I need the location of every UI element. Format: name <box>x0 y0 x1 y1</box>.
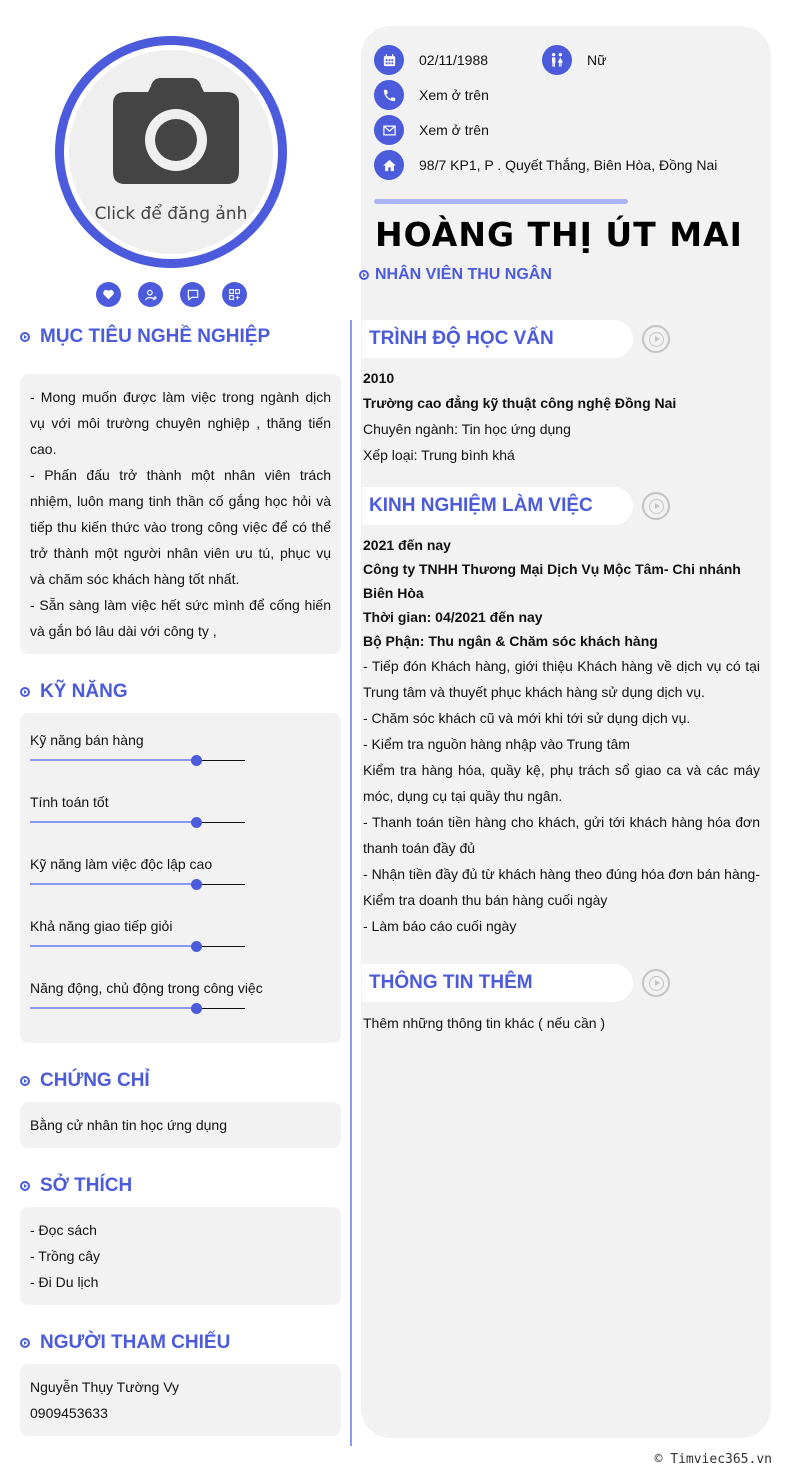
objective-paragraph: - Sẵn sàng làm việc hết sức mình để cống hiến và gắn bó lâu dài với công ty , <box>30 597 331 639</box>
calendar-icon <box>374 45 404 75</box>
certificates-box <box>20 1102 341 1148</box>
skill-level-knob <box>191 941 202 952</box>
skill-item <box>30 839 331 901</box>
name-accent-bar <box>374 199 628 204</box>
education-heading <box>362 320 633 358</box>
skill-level-knob <box>191 1003 202 1014</box>
bullet-icon <box>20 687 30 697</box>
objective-paragraph: - Mong muốn được làm việc trong ngành dịch vụ với môi trường chuyên nghiệp , thăng tiến cao. <box>30 389 331 457</box>
skill-label: Năng động, chủ động trong công việc <box>30 980 263 996</box>
camera-icon <box>113 78 239 184</box>
references-heading <box>20 1332 230 1354</box>
education-grade: Xếp loại: Trung bình khá <box>363 447 515 463</box>
skill-item <box>30 901 331 963</box>
avatar-upload-label[interactable]: Click để đăng ảnh <box>94 204 248 224</box>
home-icon <box>374 150 404 180</box>
objective-heading <box>20 326 270 348</box>
hobbies-heading-text: SỞ THÍCH <box>40 1175 133 1196</box>
address-row <box>374 150 717 180</box>
skill-slider <box>30 760 245 761</box>
skill-label: Kỹ năng làm việc độc lập cao <box>30 856 213 872</box>
duty-item: - Tiếp đón Khách hàng, giới thiệu Khách hàng về dịch vụ có tại Trung tâm và thuyết phục khách hàng sử dụng dịch vụ. <box>363 658 760 700</box>
skill-item <box>30 715 331 777</box>
certificates-heading <box>20 1070 150 1092</box>
education-block <box>363 366 760 468</box>
education-year: 2010 <box>363 370 395 386</box>
job-title-text: NHÂN VIÊN THU NGÂN <box>375 266 552 283</box>
birthday-row <box>374 45 488 75</box>
user-add-icon[interactable] <box>138 282 163 307</box>
bullet-icon <box>20 1181 30 1191</box>
social-links <box>96 282 247 307</box>
references-heading-text: NGƯỜI THAM CHIẾU <box>40 1332 231 1353</box>
skill-slider <box>30 1008 245 1009</box>
hobbies-box <box>20 1207 341 1305</box>
duty-item: - Nhận tiền đầy đủ từ khách hàng theo đúng hóa đơn bán hàng- Kiểm tra doanh thu bán hàng cuối ngày <box>363 866 760 908</box>
skill-label: Tính toán tốt <box>30 794 109 810</box>
birthday-value: 02/11/1988 <box>419 52 489 68</box>
hobby-item: - Đi Du lịch <box>30 1274 99 1290</box>
play-circle-icon[interactable] <box>642 325 670 353</box>
objective-box <box>20 374 341 654</box>
bullet-icon <box>20 1338 30 1348</box>
gender-icon <box>542 45 572 75</box>
reference-name: Nguyễn Thụy Tường Vy <box>30 1379 180 1395</box>
duty-item: - Thanh toán tiền hàng cho khách, gửi tới khách hàng hóa đơn thanh toán đầy đủ <box>363 814 760 856</box>
email-value: Xem ở trên <box>419 122 489 138</box>
hobbies-heading <box>20 1175 132 1197</box>
skill-level-knob <box>191 879 202 890</box>
additional-text: Thêm những thông tin khác ( nếu cần ) <box>363 1015 606 1031</box>
bullet-icon <box>20 332 30 342</box>
experience-duties <box>363 653 760 939</box>
additional-heading-text: THÔNG TIN THÊM <box>369 972 533 993</box>
reference-phone: 0909453633 <box>30 1405 108 1421</box>
bullet-icon <box>20 1076 30 1086</box>
skill-level-knob <box>191 755 202 766</box>
duty-item: - Chăm sóc khách cũ và mới khi tới sử dụng dịch vụ. <box>363 710 691 726</box>
experience-company: Công ty TNHH Thương Mại Dịch Vụ Mộc Tâm- Chi nhánh Biên Hòa <box>363 561 741 601</box>
play-circle-icon[interactable] <box>642 969 670 997</box>
full-name: HOÀNG THỊ ÚT MAI <box>375 215 743 254</box>
skill-slider <box>30 946 245 947</box>
skill-slider <box>30 822 245 823</box>
grid-icon[interactable] <box>222 282 247 307</box>
skill-label: Khả năng giao tiếp giỏi <box>30 918 173 934</box>
experience-department: Bộ Phận: Thu ngân & Chăm sóc khách hàng <box>363 633 658 649</box>
phone-icon <box>374 80 404 110</box>
objective-paragraph: - Phấn đấu trở thành một nhân viên trách nhiệm, luôn mang tinh thần cố gắng học hỏi và tiếp thu kiến thức vào trong công việc để có thể trở thành một người nhân viên ưu tú, phục vụ và chăm sóc khách hàng tốt nhất. <box>30 467 331 587</box>
experience-block <box>363 533 760 939</box>
address-value: 98/7 KP1, P . Quyết Thắng, Biên Hòa, Đồng Nai <box>419 157 718 173</box>
email-row <box>374 115 489 145</box>
mail-icon <box>374 115 404 145</box>
experience-period: 2021 đến nay <box>363 537 451 553</box>
gender-value: Nữ <box>587 52 607 68</box>
education-school: Trường cao đẳng kỹ thuật công nghệ Đồng Nai <box>363 395 677 411</box>
phone-value: Xem ở trên <box>419 87 489 103</box>
skills-box <box>20 713 341 1043</box>
additional-block <box>363 1011 760 1036</box>
avatar[interactable] <box>69 50 273 254</box>
job-title <box>359 266 552 284</box>
objective-heading-text: MỤC TIÊU NGHỀ NGHIỆP <box>40 326 271 347</box>
duty-item: Kiểm tra hàng hóa, quầy kệ, phụ trách sổ giao ca và các máy móc, dụng cụ tại quầy thu ngân. <box>363 762 760 804</box>
play-circle-icon[interactable] <box>642 492 670 520</box>
skill-label: Kỹ năng bán hàng <box>30 732 144 748</box>
bullet-icon <box>359 270 369 280</box>
heart-icon[interactable] <box>96 282 121 307</box>
skills-heading-text: KỸ NĂNG <box>40 681 128 702</box>
certificates-heading-text: CHỨNG CHỈ <box>40 1070 150 1091</box>
hobby-item: - Đọc sách <box>30 1222 97 1238</box>
experience-time: Thời gian: 04/2021 đến nay <box>363 609 543 625</box>
avatar-upload[interactable] <box>55 36 287 268</box>
skills-heading <box>20 681 128 703</box>
experience-heading-text: KINH NGHIỆM LÀM VIỆC <box>369 495 593 516</box>
education-heading-text: TRÌNH ĐỘ HỌC VẤN <box>369 328 554 349</box>
skill-item <box>30 963 331 1025</box>
skill-item <box>30 777 331 839</box>
phone-row <box>374 80 489 110</box>
skill-slider <box>30 884 245 885</box>
references-box <box>20 1364 341 1436</box>
experience-heading <box>362 487 633 525</box>
duty-item: - Kiểm tra nguồn hàng nhập vào Trung tâm <box>363 736 630 752</box>
duty-item: - Làm báo cáo cuối ngày <box>363 918 517 934</box>
gender-row <box>542 45 606 75</box>
skill-level-knob <box>191 817 202 828</box>
chat-icon[interactable] <box>180 282 205 307</box>
hobby-item: - Trồng cây <box>30 1248 101 1264</box>
additional-heading <box>362 964 633 1002</box>
education-major: Chuyên ngành: Tin học ứng dụng <box>363 421 571 437</box>
column-divider <box>350 320 352 1446</box>
footer-credit: © Timviec365.vn <box>654 1452 772 1467</box>
certificate-item: Bằng cử nhân tin học ứng dụng <box>30 1117 227 1133</box>
